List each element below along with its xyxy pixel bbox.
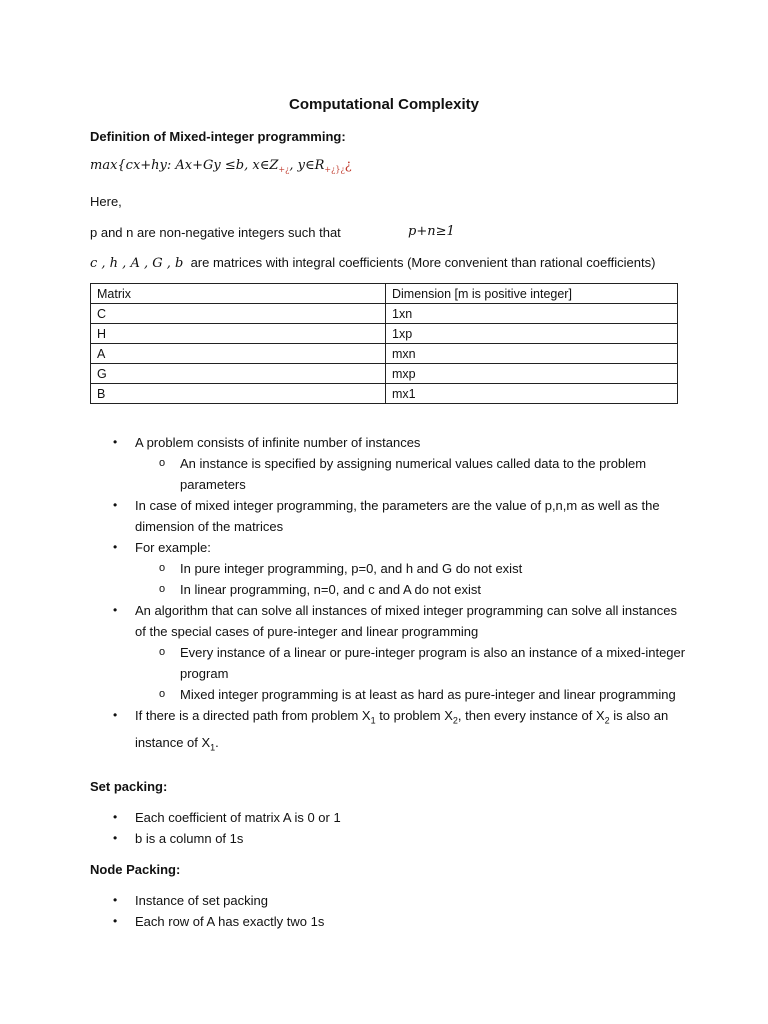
list-item-text: A problem consists of infinite number of instances: [135, 435, 421, 450]
sub-list-item: [135, 642, 690, 684]
list-item-text: b is a column of 1s: [135, 831, 244, 846]
sub-bullet-marker: o: [159, 688, 166, 700]
table-cell: mx1: [386, 384, 678, 404]
matrices-line: [90, 255, 655, 271]
text-fragment: is also an instance of X: [135, 708, 669, 750]
sub-list-item: [135, 453, 690, 495]
sub-bullet-marker: o: [159, 583, 166, 595]
table-row: [91, 304, 678, 324]
table-row: [91, 324, 678, 344]
table-cell: A: [91, 344, 386, 364]
subscript: 1: [370, 715, 376, 726]
table-row: [91, 364, 678, 384]
bullet-marker: •: [113, 708, 118, 722]
table-cell: mxp: [386, 364, 678, 384]
list-item-text: Each coefficient of matrix A is 0 or 1: [135, 810, 341, 825]
sub-list-item: [135, 579, 690, 600]
bullet-marker: •: [113, 603, 118, 617]
bullet-marker: •: [113, 893, 118, 907]
formula-end: ¿: [344, 158, 352, 173]
set-packing-list: [90, 807, 690, 849]
table-cell: 1xp: [386, 324, 678, 344]
bullet-marker: •: [113, 914, 118, 928]
list-item: [90, 828, 690, 849]
table-header-row: [91, 284, 678, 304]
matrix-dimension-table: [90, 283, 678, 404]
mip-formula: [90, 158, 352, 174]
subscript: 2: [452, 715, 458, 726]
formula-main: max{cx+hy: Ax+Gy ≤b, x∈Z: [90, 158, 279, 173]
here-text: Here,: [90, 194, 122, 209]
page-title: Computational Complexity: [288, 96, 479, 113]
sub-list-item-text: Every instance of a linear or pure-integer program is also an instance of a mixed-integer program: [180, 645, 686, 681]
text-fragment: , then every instance of X: [457, 708, 605, 723]
bullet-marker: •: [113, 540, 118, 554]
list-item: [90, 807, 690, 828]
complexity-bullet-list: [90, 432, 690, 758]
bullet-marker: •: [113, 435, 118, 449]
list-item: [90, 537, 690, 600]
sub-list: [135, 453, 690, 495]
bullet-marker: •: [113, 810, 118, 824]
text-fragment: to problem X: [375, 708, 453, 723]
text-fragment: .: [215, 734, 219, 750]
table-cell: mxn: [386, 344, 678, 364]
sub-list-item-text: An instance is specified by assigning numerical values called data to the problem parameters: [180, 456, 647, 492]
sub-bullet-marker: o: [159, 562, 166, 574]
sub-list-item: [135, 558, 690, 579]
matrices-vars: c , h , A , G , b: [90, 256, 184, 271]
node-packing-list: [90, 890, 690, 932]
node-packing-heading: Node Packing:: [90, 862, 181, 877]
table-header-cell: Matrix: [91, 284, 386, 304]
definition-heading: Definition of Mixed-integer programming:: [90, 129, 346, 144]
bullet-marker: •: [113, 498, 118, 512]
sub-list-item-text: In pure integer programming, p=0, and h and G do not exist: [180, 561, 523, 576]
table-cell: 1xn: [386, 304, 678, 324]
list-item: [90, 890, 690, 911]
list-item-text: An algorithm that can solve all instances of mixed integer programming can solve all instances of the special cases of pure-integer and linear programming: [135, 603, 677, 639]
list-item: [90, 911, 690, 932]
list-item: [90, 432, 690, 495]
formula-z-subscript: +¿: [278, 165, 290, 174]
table-row: [91, 344, 678, 364]
matrices-text: are matrices with integral coefficients (More convenient than rational coefficients): [190, 255, 656, 270]
table-cell: C: [91, 304, 386, 324]
table-cell: B: [91, 384, 386, 404]
text-fragment: If there is a directed path from problem X: [135, 708, 371, 723]
sub-list-item: [135, 684, 690, 705]
list-item: [90, 705, 690, 758]
formula-mid: , y∈R: [289, 158, 325, 173]
list-item-text: Instance of set packing: [135, 893, 268, 908]
sub-list: [135, 558, 690, 600]
bullet-marker: •: [113, 831, 118, 845]
pn-formula: p+n≥1: [408, 224, 455, 239]
sub-list-item-text: Mixed integer programming is at least as hard as pure-integer and linear programming: [180, 687, 676, 702]
sub-bullet-marker: o: [159, 457, 166, 469]
list-item: [90, 600, 690, 705]
pn-text: p and n are non-negative integers such that: [90, 225, 341, 240]
set-packing-heading: Set packing:: [90, 779, 168, 794]
sub-list-item-text: In linear programming, n=0, and c and A do not exist: [180, 582, 481, 597]
table-cell: G: [91, 364, 386, 384]
list-item: [90, 495, 690, 537]
sub-list: [135, 642, 690, 705]
table-row: [91, 384, 678, 404]
sub-bullet-marker: o: [159, 646, 166, 658]
formula-r-subscript: +¿}¿: [324, 165, 345, 174]
table-header-cell: Dimension [m is positive integer]: [386, 284, 678, 304]
subscript: 2: [604, 715, 610, 726]
list-item-text: [135, 708, 669, 753]
list-item-text: In case of mixed integer programming, the parameters are the value of p,n,m as well as the dimension of the matrices: [135, 498, 660, 534]
list-item-text: Each row of A has exactly two 1s: [135, 914, 325, 929]
table-cell: H: [91, 324, 386, 344]
subscript: 1: [210, 742, 216, 753]
list-item-text: For example:: [135, 540, 211, 555]
